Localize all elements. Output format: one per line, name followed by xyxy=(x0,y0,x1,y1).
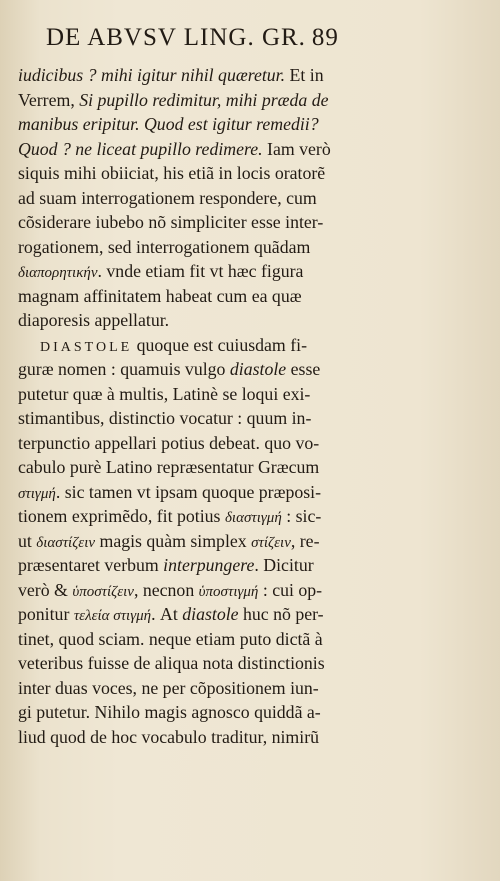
text-segment: ponitur xyxy=(18,604,74,624)
text-segment: diaporesis appellatur. xyxy=(18,310,170,330)
text-segment: Si pupillo redimitur, mihi præda de xyxy=(79,89,329,110)
text-segment: : sic- xyxy=(281,506,322,526)
text-segment: . At xyxy=(151,604,183,624)
page-number: 89 xyxy=(311,24,339,51)
text-segment: ut xyxy=(18,530,37,551)
text-segment: iudicibus ? mihi igitur nihil quæretur. xyxy=(18,65,286,85)
text-segment: huc nõ per- xyxy=(238,604,324,624)
text-segment: diastole xyxy=(182,604,239,624)
text-segment: manibus eripitur. Quod est igitur remedii? xyxy=(18,114,319,134)
text-segment: veteribus fuisse de aliqua nota distinctionis xyxy=(18,653,325,673)
greek-word: στιγμή xyxy=(18,485,56,502)
text-line xyxy=(18,529,380,554)
text-segment: Quod ? ne liceat pupillo redimere. xyxy=(18,138,263,159)
greek-word: διαστίζειν xyxy=(36,534,96,551)
text-segment: gi putetur. Nihilo magis agnosco quiddã a- xyxy=(18,702,321,722)
text-line xyxy=(18,431,380,456)
text-segment: magnam affinitatem habeat cum ea quæ xyxy=(18,285,302,306)
text-segment: guræ nomen : quamuis vulgo xyxy=(18,359,230,379)
text-line xyxy=(18,578,380,603)
text-line xyxy=(18,406,380,431)
text-segment: . Dicitur xyxy=(254,555,314,575)
text-line xyxy=(18,602,380,627)
text-segment: siquis mihi obiiciat, his etiã in locis oratorẽ xyxy=(18,163,326,183)
text-segment: . sic tamen vt ipsam quoque præposi- xyxy=(55,481,322,502)
text-line xyxy=(18,333,380,358)
text-line xyxy=(18,627,380,652)
greek-word: διαστιγμή xyxy=(224,510,282,526)
text-line xyxy=(18,504,380,529)
text-segment: , re- xyxy=(290,530,320,551)
text-segment: cabulo purè Latino repræsentatur Græcum xyxy=(18,457,320,477)
text-line xyxy=(18,161,380,186)
text-segment: Verrem, xyxy=(18,89,80,110)
text-line xyxy=(18,235,380,260)
text-segment: cõsiderare iubebo nõ simpliciter esse inter- xyxy=(18,212,324,232)
text-segment: Iam verò xyxy=(262,138,331,159)
text-line xyxy=(18,651,380,676)
text-segment: liud quod de hoc vocabulo traditur, nimirũ xyxy=(18,726,320,747)
text-segment: verò & xyxy=(18,579,73,600)
text-segment: terpunctio appellari potius debeat. quo vo- xyxy=(18,432,320,453)
text-line xyxy=(18,700,380,725)
text-segment: tionem exprimẽdo, fit potius xyxy=(18,506,225,526)
text-line xyxy=(18,357,380,382)
text-segment: , necnon xyxy=(133,579,199,600)
greek-word: τελεία στιγμή xyxy=(73,608,152,624)
text-line xyxy=(18,382,380,407)
greek-word: στίζειν xyxy=(251,534,291,551)
greek-word: ὑποστίζειν xyxy=(72,583,134,600)
text-line xyxy=(18,725,380,750)
text-segment: esse xyxy=(286,359,321,379)
text-line xyxy=(18,455,380,480)
text-segment: ad suam interrogationem respondere, cum xyxy=(18,187,317,208)
text-line xyxy=(18,186,380,211)
text-line xyxy=(18,284,380,309)
text-line xyxy=(18,553,380,578)
text-segment: præsentaret verbum xyxy=(18,555,164,575)
text-segment: quoque est cuiusdam fi- xyxy=(132,334,307,355)
text-segment: : cui op- xyxy=(258,579,323,600)
text-segment: magis quàm simplex xyxy=(95,530,252,551)
text-line xyxy=(18,480,380,505)
text-line xyxy=(18,676,380,701)
text-line xyxy=(18,112,380,137)
text-segment: interpungere xyxy=(163,555,255,575)
text-line xyxy=(18,88,380,113)
text-segment: diastole xyxy=(229,359,287,379)
text-line xyxy=(18,308,380,333)
small-caps-word: DIASTOLE xyxy=(40,339,133,355)
text-segment: Et in xyxy=(285,65,324,85)
text-line xyxy=(18,210,380,235)
text-segment: . vnde etiam fit vt hæc figura xyxy=(97,261,304,281)
text-segment: stimantibus, distinctio vocatur : quum in- xyxy=(18,408,312,428)
text-segment: rogationem, sed interrogationem quãdam xyxy=(18,236,311,257)
greek-word: διαπορητικήν xyxy=(18,265,98,281)
greek-word: ὑποστιγμή xyxy=(198,583,259,600)
text-line xyxy=(18,63,380,88)
text-segment: putetur quæ à multis, Latinè se loqui exi- xyxy=(18,383,311,404)
text-line xyxy=(18,137,380,162)
text-segment: tinet, quod sciam. neque etiam puto dictã à xyxy=(18,628,323,649)
running-title: DE ABVSV LING. GR. xyxy=(46,24,306,51)
text-segment: inter duas voces, ne per cõpositionem iun- xyxy=(18,677,319,698)
body-text xyxy=(18,63,380,749)
running-header xyxy=(46,24,466,52)
text-line xyxy=(18,259,380,284)
